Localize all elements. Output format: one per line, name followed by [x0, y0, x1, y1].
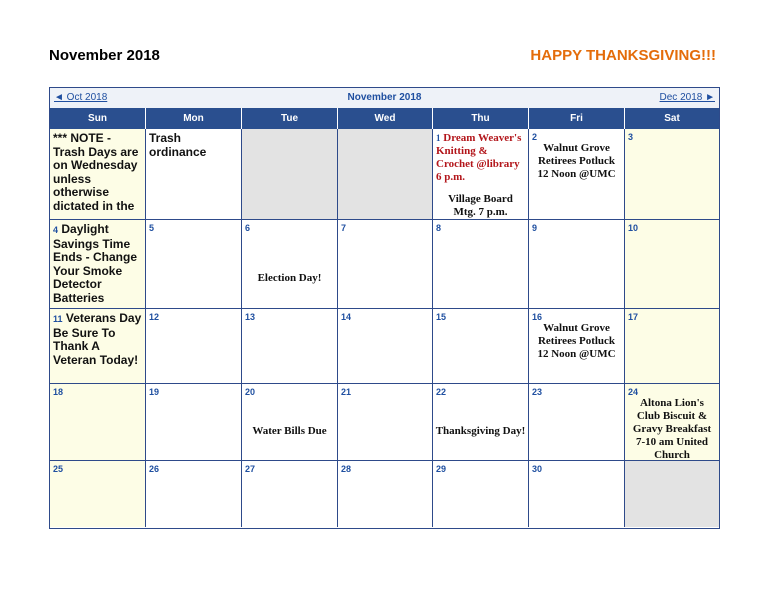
day-cell-12[interactable]: [146, 309, 242, 384]
day-cell-empty: [338, 129, 433, 220]
day-number: 9: [532, 223, 538, 233]
event-lions-club-breakfast[interactable]: Altona Lion's Club Biscuit & Gravy Breakfast 7-10 am United Church: [632, 397, 712, 461]
day-cell-20[interactable]: [242, 384, 338, 461]
day-cell-19[interactable]: [146, 384, 242, 461]
day-number: 30: [532, 464, 543, 474]
event-walnut-grove-potluck[interactable]: Walnut Grove Retirees Potluck 12 Noon @UMC: [537, 322, 616, 360]
day-cell-28[interactable]: [338, 461, 433, 527]
day-number: 4: [53, 225, 59, 235]
day-number: 7: [341, 223, 347, 233]
weekday-mon: Mon: [146, 108, 242, 129]
day-cell-18[interactable]: [50, 384, 146, 461]
trash-note-continued: Trash ordinance: [149, 131, 207, 159]
day-number: 6: [245, 223, 251, 233]
day-number: 10: [628, 223, 639, 233]
page-title: November 2018: [49, 47, 160, 64]
calendar-grid: [50, 129, 719, 527]
next-month-link[interactable]: Dec 2018 ►: [659, 92, 715, 103]
day-cell-17[interactable]: [625, 309, 719, 384]
day-cell-7[interactable]: [338, 220, 433, 309]
event-water-bills-due[interactable]: Water Bills Due: [252, 425, 327, 437]
day-number: 16: [532, 312, 543, 322]
day-cell-13[interactable]: [242, 309, 338, 384]
day-cell-21[interactable]: [338, 384, 433, 461]
event-thanksgiving-day[interactable]: Thanksgiving Day!: [435, 425, 526, 437]
day-number: 26: [149, 464, 160, 474]
day-number: 27: [245, 464, 256, 474]
day-number: 11: [53, 314, 63, 324]
day-cell-24[interactable]: [625, 384, 719, 461]
day-number: 12: [149, 312, 160, 322]
weekday-sun: Sun: [50, 108, 146, 129]
day-cell-5[interactable]: [146, 220, 242, 309]
day-number: 17: [628, 312, 639, 322]
day-number: 24: [628, 387, 639, 397]
day-cell-16[interactable]: [529, 309, 625, 384]
day-number: 3: [628, 132, 634, 142]
day-cell-3[interactable]: [625, 129, 719, 220]
day-number: 28: [341, 464, 352, 474]
weekday-wed: Wed: [338, 108, 433, 129]
event-walnut-grove-potluck[interactable]: Walnut Grove Retirees Potluck 12 Noon @UMC: [537, 142, 616, 180]
calendar: [49, 87, 720, 529]
day-cell-22[interactable]: [433, 384, 529, 461]
day-cell-2[interactable]: [529, 129, 625, 220]
day-cell-29[interactable]: [433, 461, 529, 527]
day-cell-1[interactable]: [433, 129, 529, 220]
day-number: 14: [341, 312, 352, 322]
day-number: 29: [436, 464, 447, 474]
day-number: 5: [149, 223, 155, 233]
day-cell-note-cont: [146, 129, 242, 220]
calendar-nav-bar: [50, 88, 719, 108]
day-cell-25[interactable]: [50, 461, 146, 527]
day-cell-26[interactable]: [146, 461, 242, 527]
event-village-board[interactable]: Village Board Mtg. 7 p.m.: [448, 193, 513, 218]
day-cell-6[interactable]: [242, 220, 338, 309]
day-number: 19: [149, 387, 160, 397]
day-number: 2: [532, 132, 538, 142]
thanksgiving-banner: HAPPY THANKSGIVING!!!: [530, 47, 716, 64]
calendar-month-title: November 2018: [347, 92, 422, 103]
event-dream-weavers[interactable]: Dream Weaver's Knitting & Crochet @library 6 p.m.: [436, 132, 522, 183]
daylight-savings-note: Daylight Savings Time Ends - Change Your Smoke Detector Batteries: [53, 222, 138, 305]
day-cell-27[interactable]: [242, 461, 338, 527]
weekday-header-row: [50, 108, 719, 129]
day-cell-empty: [242, 129, 338, 220]
day-cell-4[interactable]: [50, 220, 146, 309]
day-cell-8[interactable]: [433, 220, 529, 309]
day-number: 21: [341, 387, 352, 397]
day-cell-23[interactable]: [529, 384, 625, 461]
day-cell-10[interactable]: [625, 220, 719, 309]
weekday-fri: Fri: [529, 108, 625, 129]
veterans-day-note: Veterans Day Be Sure To Thank A Veteran Today!: [53, 311, 142, 367]
weekday-tue: Tue: [242, 108, 338, 129]
day-cell-note: [50, 129, 146, 220]
day-number: 1: [436, 133, 441, 143]
day-number: 23: [532, 387, 543, 397]
weekday-sat: Sat: [664, 113, 680, 124]
day-cell-9[interactable]: [529, 220, 625, 309]
day-number: 18: [53, 387, 64, 397]
day-number: 8: [436, 223, 442, 233]
day-number: 20: [245, 387, 256, 397]
day-number: 25: [53, 464, 64, 474]
weekday-thu: Thu: [433, 108, 529, 129]
day-cell-empty: [625, 461, 719, 527]
day-cell-14[interactable]: [338, 309, 433, 384]
day-cell-15[interactable]: [433, 309, 529, 384]
day-number: 15: [436, 312, 447, 322]
event-election-day[interactable]: Election Day!: [257, 272, 322, 284]
day-number: 22: [436, 387, 447, 397]
prev-month-link[interactable]: ◄ Oct 2018: [54, 92, 108, 103]
day-cell-11[interactable]: [50, 309, 146, 384]
day-cell-30[interactable]: [529, 461, 625, 527]
trash-note: *** NOTE - Trash Days are on Wednesday unless otherwise dictated in the: [53, 131, 139, 213]
day-number: 13: [245, 312, 256, 322]
